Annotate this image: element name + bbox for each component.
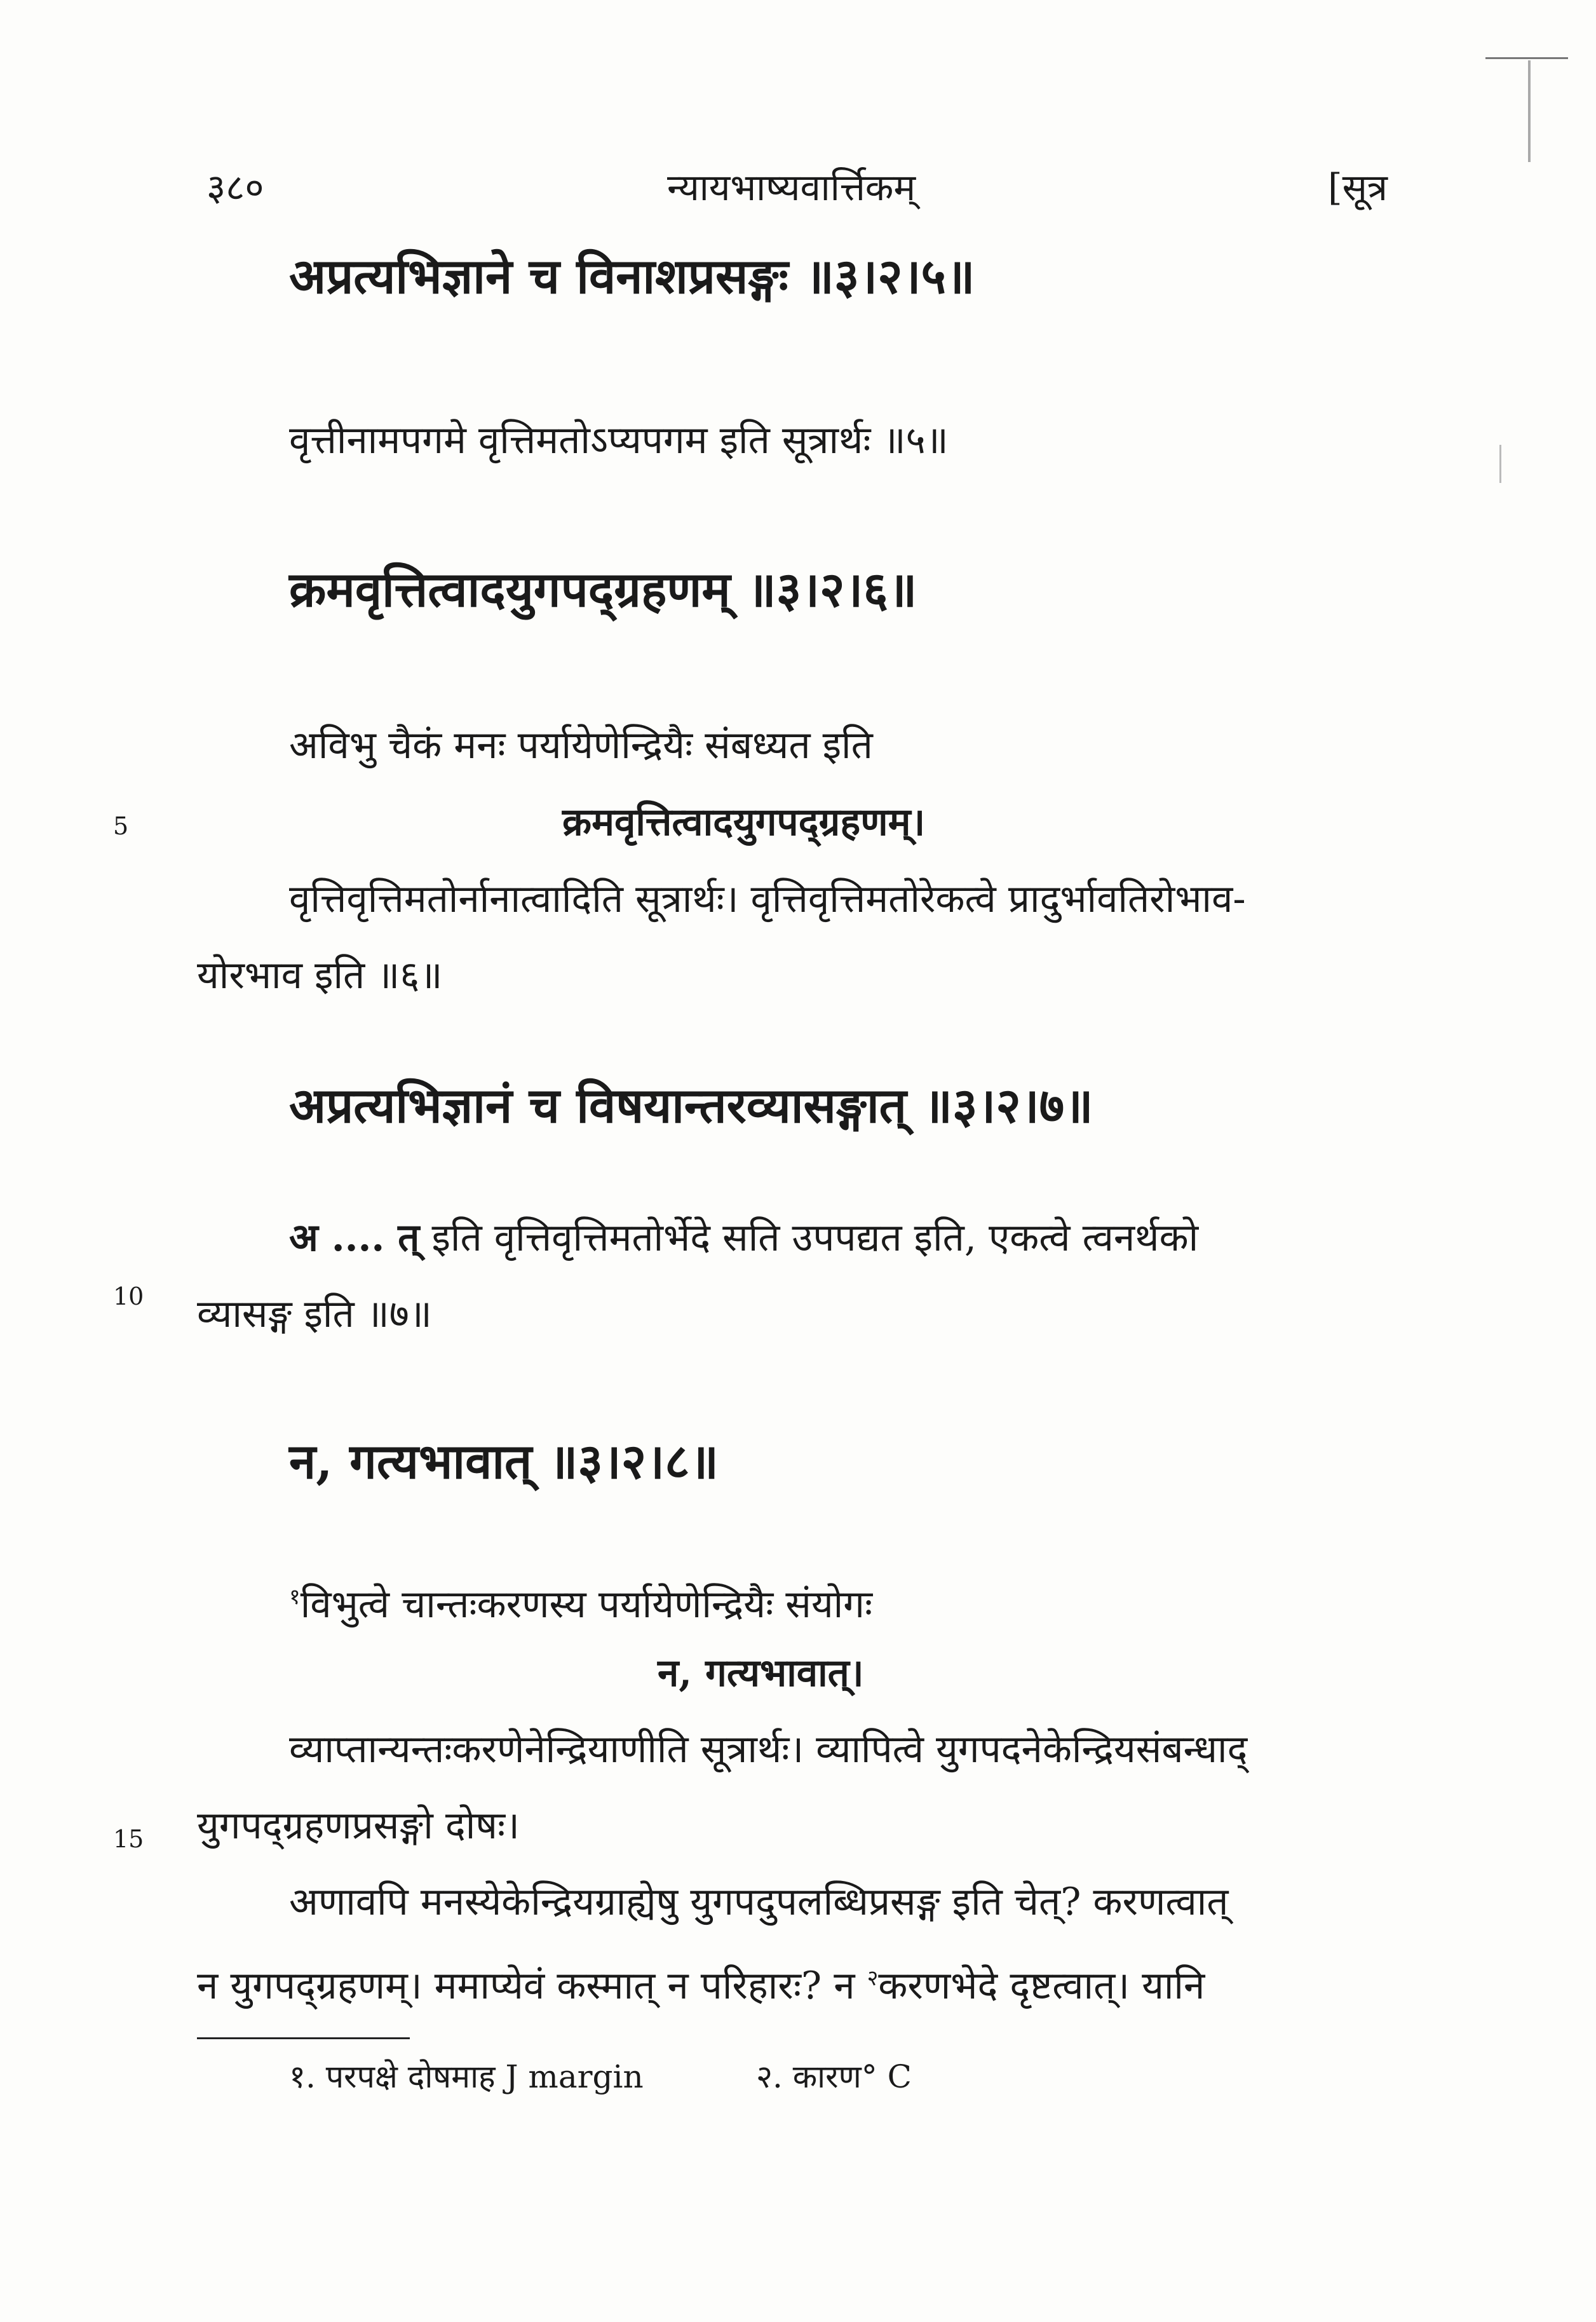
- footnote: १. परपक्षे दोषमाह J margin: [289, 2058, 644, 2095]
- footnote-rule: [197, 2037, 410, 2039]
- sutra-heading: अप्रत्यभिज्ञानं च विषयान्तरव्यासङ्गात् ॥३।२।७॥: [289, 1077, 1093, 1134]
- commentary-line: व्यासङ्ग इति ॥७॥: [197, 1292, 432, 1336]
- commentary-line: वृत्तिवृत्तिमतोर्नानात्वादिति सूत्रार्थः। वृत्तिवृत्तिमतोरेकत्वे प्रादुर्भावतिरोभाव-: [289, 877, 1246, 921]
- commentary-line: व्याप्तान्यन्तःकरणेनेन्द्रियाणीति सूत्रार्थः। व्यापित्वे युगपदनेकेन्द्रियसंबन्धाद्: [289, 1727, 1248, 1772]
- commentary-line: वृत्तीनामपगमे वृत्तिमतोऽप्यपगम इति सूत्रार्थः ॥५॥: [289, 418, 949, 463]
- line-number: 10: [113, 1282, 144, 1310]
- sutra-heading: अप्रत्यभिज्ञाने च विनाशप्रसङ्गः ॥३।२।५॥: [289, 248, 975, 304]
- line-number: 5: [113, 812, 129, 840]
- commentary-text: विभुत्वे चान्तःकरणस्य पर्यायेणेन्द्रियैः संयोगः: [300, 1582, 873, 1627]
- commentary-line: [197, 1948, 1205, 2016]
- commentary-line: अणावपि मनस्येकेन्द्रियग्राह्येषु युगपदुपलब्धिप्रसङ्ग इति चेत्? करणत्वात्: [289, 1880, 1229, 1924]
- footnote: २. कारण° C: [756, 2058, 912, 2095]
- commentary-text: करणभेदे दृष्टत्वात्। यानि: [878, 1964, 1205, 2008]
- footnote-marker: २: [867, 1966, 879, 1991]
- commentary-line: योरभाव इति ॥६॥: [197, 953, 443, 998]
- sutra-heading: क्रमवृत्तित्वादयुगपद्ग्रहणम् ॥३।२।६॥: [289, 561, 917, 618]
- commentary-line: अविभु चैकं मनः पर्यायेणेन्द्रियैः संबध्यत इति: [289, 723, 873, 768]
- sutra-heading: न, गत्यभावात् ॥३।२।८॥: [289, 1433, 719, 1490]
- section-marker: [सूत्र: [1328, 166, 1388, 209]
- scan-edge-mark: [1528, 60, 1531, 162]
- sutra-quote: क्रमवृत्तित्वादयुगपद्ग्रहणम्।: [562, 800, 926, 845]
- commentary-text: इति वृत्तिवृत्तिमतोर्भेदे सति उपपद्यत इति, एकत्वे त्वनर्थको: [419, 1216, 1199, 1260]
- sutra-quote: न, गत्यभावात्।: [658, 1651, 864, 1695]
- commentary-text: न युगपद्ग्रहणम्। ममाप्येवं कस्मात् न परिहारः? न: [197, 1964, 867, 2008]
- commentary-line: युगपद्ग्रहणप्रसङ्गो दोषः।: [197, 1803, 520, 1848]
- scan-edge-mark: [1499, 445, 1501, 483]
- scan-edge-mark: [1485, 57, 1568, 59]
- page-number: ३८०: [206, 166, 264, 209]
- line-number: 15: [113, 1825, 144, 1853]
- abbreviated-sutra: अ .... त्: [289, 1216, 420, 1260]
- footnote-marker: १: [289, 1584, 301, 1610]
- commentary-line: [289, 1207, 1198, 1268]
- running-title: न्यायभाष्यवार्त्तिकम्: [667, 166, 916, 209]
- commentary-line: [289, 1566, 872, 1635]
